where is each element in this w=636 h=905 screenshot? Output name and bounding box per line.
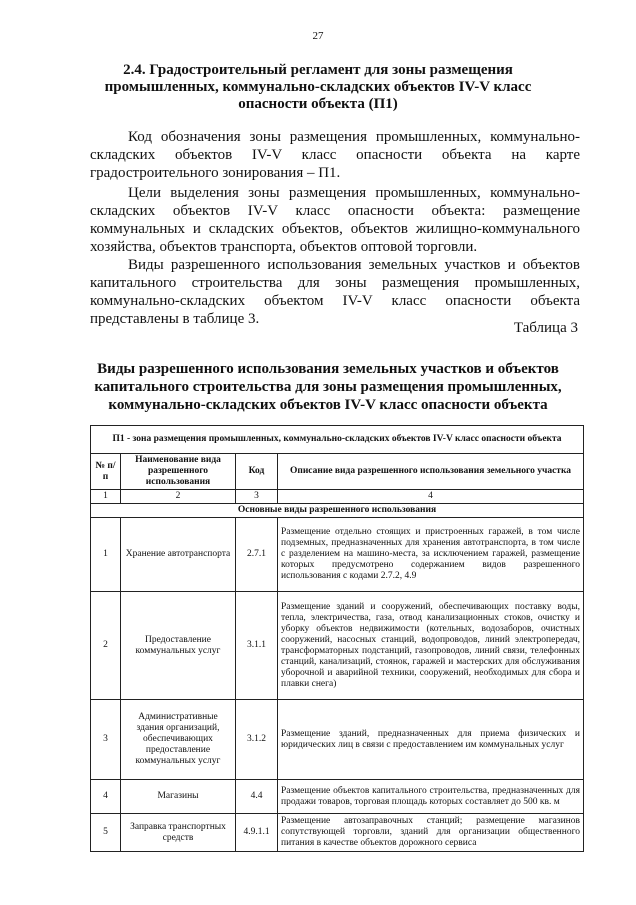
table-caption: Таблица 3 <box>513 320 578 336</box>
paragraph-usage-types: Виды разрешенного использования земельных участков и объектов капитального строительства для зоны размещения промышленных, коммунально-складских объектом IV-V класс опасности объекта представлены в таблице 3. <box>90 257 580 327</box>
row-desc: Размещение зданий и сооружений, обеспечивающих поставку воды, тепла, электричества, газа, отвод канализационных стоков, очистку и уборку объектов недвижимости (котельных, водозаборов, очистных сооружений, насосных станций, водопроводов, линий электропередач, трансформаторных подстанций, газопроводов, линий связи, телефонных станций, канализаций, стоянок, гаражей и мастерских для обслуживания уборочной и аварийной техники, сооружений, необходимых для сбора и плавки снега) <box>278 592 584 700</box>
col-header-code: Код <box>236 454 278 490</box>
table-row <box>91 592 584 700</box>
page-number: 27 <box>312 30 324 42</box>
col-number-2: 2 <box>121 490 236 504</box>
table-row <box>91 518 584 592</box>
col-header-num: № п/п <box>91 454 121 490</box>
row-num: 2 <box>91 592 121 700</box>
paragraph-zone-code: Код обозначения зоны размещения промышленных, коммунально-складских объектов IV-V класс опасности объекта на карте градостроительного зонирования – П1. <box>90 129 580 181</box>
table-row <box>91 780 584 814</box>
regulation-table <box>90 425 584 852</box>
row-name: Административные здания организаций, обеспечивающих предоставление коммунальных услуг <box>121 700 236 780</box>
row-desc: Размещение отдельно стоящих и пристроенных гаражей, в том числе подземных, предназначенных для хранения автотранспорта, в том числе с разделением на машино-места, за исключением гаражей, размещение которых предусмотрено содержанием видов разрешенного использования с кодами 2.7.2, 4.9 <box>278 518 584 592</box>
row-code: 4.9.1.1 <box>236 814 278 852</box>
row-name: Хранение автотранспорта <box>121 518 236 592</box>
row-desc: Размещение зданий, предназначенных для приема физических и юридических лиц в связи с предоставлением им коммунальных услуг <box>278 700 584 780</box>
table-row <box>91 700 584 780</box>
table-title: Виды разрешенного использования земельных участков и объектов капитального строительства для зоны размещения промышленных, коммунально-складских объектов IV-V класс опасности объекта <box>94 361 562 413</box>
col-header-name: Наименование вида разрешенного использования <box>121 454 236 490</box>
group-label: Основные виды разрешенного использования <box>91 504 584 518</box>
row-name: Предоставление коммунальных услуг <box>121 592 236 700</box>
row-name: Заправка транспортных средств <box>121 814 236 852</box>
row-code: 4.4 <box>236 780 278 814</box>
row-name: Магазины <box>121 780 236 814</box>
table-row <box>91 814 584 852</box>
paragraph-zone-goals: Цели выделения зоны размещения промышленных, коммунально-складских объектов IV-V класс опасности объекта: размещение коммунальных и складских объектов, объектов жилищно-коммунального хозяйства, объектов транспорта, объектов оптовой торговли. <box>90 185 580 255</box>
col-number-3: 3 <box>236 490 278 504</box>
col-number-1: 1 <box>91 490 121 504</box>
row-code: 3.1.2 <box>236 700 278 780</box>
section-title: 2.4. Градостроительный регламент для зоны размещения промышленных, коммунально-складских объектов IV-V класс опасности объекта (П1) <box>104 62 532 112</box>
row-code: 2.7.1 <box>236 518 278 592</box>
zone-header: П1 - зона размещения промышленных, коммунально-складских объектов IV-V класс опасности объекта <box>91 426 584 454</box>
row-num: 3 <box>91 700 121 780</box>
row-num: 4 <box>91 780 121 814</box>
row-desc: Размещение объектов капитального строительства, предназначенных для продажи товаров, торговая площадь которых составляет до 500 кв. м <box>278 780 584 814</box>
row-num: 5 <box>91 814 121 852</box>
col-number-4: 4 <box>278 490 584 504</box>
row-num: 1 <box>91 518 121 592</box>
col-header-desc: Описание вида разрешенного использования земельного участка <box>278 454 584 490</box>
row-code: 3.1.1 <box>236 592 278 700</box>
row-desc: Размещение автозаправочных станций; размещение магазинов сопутствующей торговли, зданий для организации общественного питания в качестве объектов дорожного сервиса <box>278 814 584 852</box>
